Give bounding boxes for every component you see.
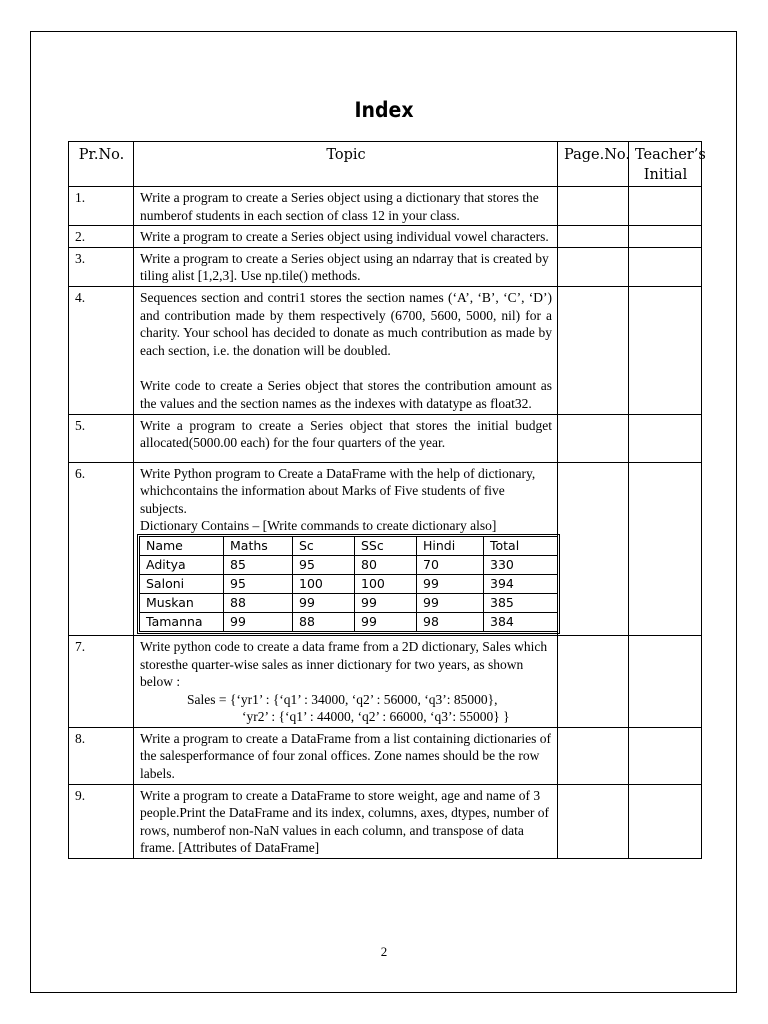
row-page-cell bbox=[558, 727, 629, 784]
page-number: 2 bbox=[380, 944, 388, 959]
row-number: 8. bbox=[69, 727, 134, 784]
row-initial-cell bbox=[629, 462, 702, 635]
row-page-cell bbox=[558, 247, 629, 286]
header-teachers-initial bbox=[629, 142, 706, 187]
row-number: 1. bbox=[69, 187, 134, 226]
table-row bbox=[69, 635, 702, 727]
row-page-cell bbox=[558, 635, 629, 727]
row-initial-cell bbox=[629, 187, 702, 226]
row-number: 2. bbox=[69, 226, 134, 248]
marks-cell: 394 bbox=[484, 574, 558, 593]
marks-cell: 88 bbox=[293, 612, 355, 631]
page-title: Index bbox=[354, 98, 414, 122]
row-page-cell bbox=[558, 784, 629, 858]
row-topic: Write a program to create a Series object that stores the initial budget allocated(5000.00 each) for the four quarters of the year. bbox=[134, 414, 558, 462]
marks-cell: 70 bbox=[417, 555, 484, 574]
marks-cell: 99 bbox=[417, 574, 484, 593]
header-row bbox=[69, 142, 702, 187]
marks-header-cell: Maths bbox=[224, 536, 293, 555]
row-initial-cell bbox=[629, 635, 702, 727]
marks-header-cell: Total bbox=[484, 536, 558, 555]
row-number: 3. bbox=[69, 247, 134, 286]
row-number: 5. bbox=[69, 414, 134, 462]
marks-cell: 95 bbox=[293, 555, 355, 574]
marks-row bbox=[140, 593, 558, 612]
header-prno: Pr.No. bbox=[69, 142, 134, 187]
row-number: 6. bbox=[69, 462, 134, 635]
marks-cell: 100 bbox=[293, 574, 355, 593]
row-topic-text: Write Python program to Create a DataFrame with the help of dictionary, whichcontains the information about Marks of Five students of five subjects. bbox=[140, 465, 536, 516]
row-topic: Write a program to create a DataFrame to store weight, age and name of 3 people.Print the DataFrame and its index, columns, axes, dtypes, number of rows, numberof non-NaN values in each column, and transpose of data frame. [Attributes of DataFrame] bbox=[134, 784, 558, 858]
marks-row bbox=[140, 612, 558, 631]
header-pageno: Page.No. bbox=[558, 142, 629, 187]
row-topic bbox=[134, 462, 558, 635]
row-topic-para-1: Sequences section and contri1 stores the section names (‘A’, ‘B’, ‘C’, ‘D’) and contribution made by them respectively (6700, 5600, 5000, nil) for a charity. Your school has decided to donate as much contribution as made by each section, i.e. the donation will be doubled. bbox=[140, 289, 552, 358]
row-initial-cell bbox=[629, 226, 702, 248]
row-number: 4. bbox=[69, 286, 134, 414]
table-row bbox=[69, 414, 702, 462]
table-row bbox=[69, 187, 702, 226]
marks-cell: 385 bbox=[484, 593, 558, 612]
row-initial-cell bbox=[629, 784, 702, 858]
marks-cell: 99 bbox=[224, 612, 293, 631]
marks-cell: 98 bbox=[417, 612, 484, 631]
row-topic bbox=[134, 635, 558, 727]
row-topic: Write a program to create a Series object using an ndarray that is created by tiling alist [1,2,3]. Use np.tile() methods. bbox=[134, 247, 558, 286]
table-row bbox=[69, 247, 702, 286]
row-initial-cell bbox=[629, 286, 702, 414]
header-topic: Topic bbox=[134, 142, 558, 187]
table-row bbox=[69, 784, 702, 858]
row-number: 9. bbox=[69, 784, 134, 858]
marks-table bbox=[139, 536, 558, 632]
row-topic-text-2: Dictionary Contains – [Write commands to create dictionary also] bbox=[140, 518, 497, 534]
table-row bbox=[69, 462, 702, 635]
marks-header-row bbox=[140, 536, 558, 555]
marks-header-cell: Name bbox=[140, 536, 224, 555]
marks-cell: 99 bbox=[417, 593, 484, 612]
marks-header-cell: SSc bbox=[355, 536, 417, 555]
code-line-2: ‘yr2’ : {‘q1’ : 44000, ‘q2’ : 66000, ‘q3’: 55000} } bbox=[242, 709, 510, 725]
marks-cell: Saloni bbox=[140, 574, 224, 593]
marks-cell: 80 bbox=[355, 555, 417, 574]
row-topic: Write a program to create a Series object using individual vowel characters. bbox=[134, 226, 558, 248]
row-page-cell bbox=[558, 414, 629, 462]
row-topic bbox=[134, 286, 558, 414]
marks-cell: Muskan bbox=[140, 593, 224, 612]
marks-cell: Aditya bbox=[140, 555, 224, 574]
row-initial-cell bbox=[629, 414, 702, 462]
row-page-cell bbox=[558, 226, 629, 248]
marks-cell: 99 bbox=[293, 593, 355, 612]
marks-cell: 85 bbox=[224, 555, 293, 574]
marks-cell: 330 bbox=[484, 555, 558, 574]
marks-cell: 95 bbox=[224, 574, 293, 593]
row-topic: Write a program to create a DataFrame from a list containing dictionaries of the salesperformance of four zonal offices. Zone names should be the row labels. bbox=[134, 727, 558, 784]
row-page-cell bbox=[558, 286, 629, 414]
marks-header-cell: Hindi bbox=[417, 536, 484, 555]
header-teacher-line2: Initial bbox=[643, 167, 688, 183]
row-topic-text: Write python code to create a data frame from a 2D dictionary, Sales which storesthe quarter-wise sales as inner dictionary for two years, as shown below : bbox=[140, 638, 548, 690]
row-topic-para-2: Write code to create a Series object that stores the contribution amount as the values and the section names as the indexes with datatype as float32. bbox=[140, 378, 552, 411]
index-table bbox=[68, 141, 706, 859]
code-line-1: Sales = {‘yr1’ : {‘q1’ : 34000, ‘q2’ : 56000, ‘q3’: 85000}, bbox=[187, 691, 498, 707]
marks-cell: 384 bbox=[484, 612, 558, 631]
table-row bbox=[69, 286, 702, 414]
row-page-cell bbox=[558, 462, 629, 635]
marks-cell: 99 bbox=[355, 612, 417, 631]
header-teacher-line1: Teacher’s bbox=[635, 147, 706, 163]
row-initial-cell bbox=[629, 247, 702, 286]
table-row bbox=[69, 727, 702, 784]
marks-cell: Tamanna bbox=[140, 612, 224, 631]
marks-cell: 99 bbox=[355, 593, 417, 612]
marks-cell: 88 bbox=[224, 593, 293, 612]
marks-row bbox=[140, 555, 558, 574]
row-page-cell bbox=[558, 187, 629, 226]
row-initial-cell bbox=[629, 727, 702, 784]
table-row bbox=[69, 226, 702, 248]
marks-header-cell: Sc bbox=[293, 536, 355, 555]
marks-cell: 100 bbox=[355, 574, 417, 593]
marks-row bbox=[140, 574, 558, 593]
row-number: 7. bbox=[69, 635, 134, 727]
row-topic: Write a program to create a Series object using a dictionary that stores the numberof students in each section of class 12 in your class. bbox=[134, 187, 558, 226]
